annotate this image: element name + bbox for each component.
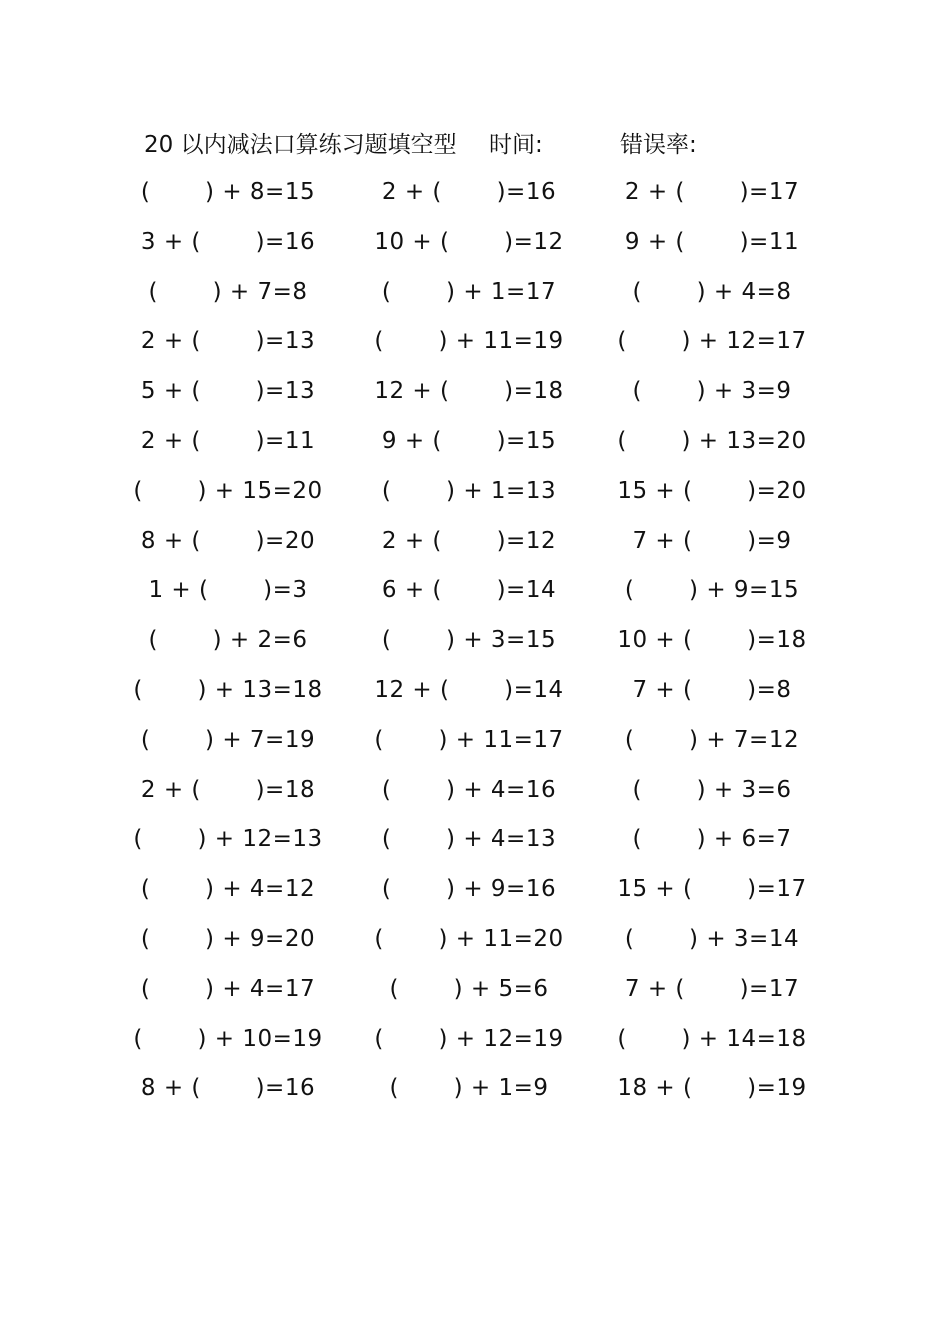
- problem-item: ( ) + 4=16: [381, 776, 557, 803]
- problem-row: [0, 523, 950, 573]
- problem-item: ( ) + 7=19: [140, 726, 316, 753]
- problem-item: ( ) + 1=13: [381, 477, 557, 504]
- problem-item: 2 + ( )=18: [140, 776, 316, 803]
- problem-item: ( ) + 15=20: [133, 477, 323, 504]
- problem-item: ( ) + 7=8: [148, 278, 308, 305]
- problem-item: ( ) + 3=15: [381, 627, 557, 654]
- problem-row: [0, 871, 950, 921]
- problem-item: ( ) + 11=17: [374, 726, 564, 753]
- problem-item: ( ) + 12=13: [133, 826, 323, 853]
- problem-item: ( ) + 4=17: [140, 975, 316, 1002]
- problem-item: ( ) + 3=6: [632, 776, 792, 803]
- problem-row: [0, 772, 950, 822]
- problem-row: [0, 921, 950, 971]
- problem-item: 15 + ( )=17: [617, 876, 807, 903]
- problem-item: ( ) + 11=19: [374, 328, 564, 355]
- problem-item: ( ) + 12=19: [374, 1025, 564, 1052]
- problem-item: ( ) + 7=12: [624, 726, 800, 753]
- problem-item: 10 + ( )=18: [617, 627, 807, 654]
- problem-item: ( ) + 4=12: [140, 876, 316, 903]
- problem-item: 18 + ( )=19: [617, 1075, 807, 1102]
- problem-item: ( ) + 12=17: [617, 328, 807, 355]
- problem-row: [0, 274, 950, 324]
- problem-row: [0, 174, 950, 224]
- problem-item: 12 + ( )=18: [374, 378, 564, 405]
- problem-row: [0, 1070, 950, 1120]
- problem-item: 3 + ( )=16: [140, 228, 316, 255]
- problem-item: 9 + ( )=11: [624, 228, 800, 255]
- problem-item: ( ) + 3=14: [624, 925, 800, 952]
- problem-item: ( ) + 1=9: [389, 1075, 549, 1102]
- problem-item: 7 + ( )=8: [632, 676, 792, 703]
- problem-item: 2 + ( )=12: [381, 527, 557, 554]
- problem-row: [0, 722, 950, 772]
- problem-item: ( ) + 9=20: [140, 925, 316, 952]
- problem-row: [0, 373, 950, 423]
- problem-item: ( ) + 9=15: [624, 577, 800, 604]
- problem-row: [0, 821, 950, 871]
- problem-item: ( ) + 14=18: [617, 1025, 807, 1052]
- problem-item: ( ) + 10=19: [133, 1025, 323, 1052]
- problem-row: [0, 224, 950, 274]
- problem-item: 10 + ( )=12: [374, 228, 564, 255]
- problem-item: ( ) + 13=18: [133, 676, 323, 703]
- problem-item: 5 + ( )=13: [140, 378, 316, 405]
- problem-item: 2 + ( )=16: [381, 179, 557, 205]
- time-label: 时间:: [489, 132, 543, 158]
- problem-item: ( ) + 8=15: [140, 179, 316, 205]
- problem-item: 2 + ( )=11: [140, 427, 316, 454]
- problem-item: 9 + ( )=15: [381, 427, 557, 454]
- problem-item: ( ) + 1=17: [381, 278, 557, 305]
- problem-item: 15 + ( )=20: [617, 477, 807, 504]
- problem-item: ( ) + 3=9: [632, 378, 792, 405]
- worksheet-title: 20 以内减法口算练习题填空型: [144, 132, 457, 158]
- problem-item: 2 + ( )=17: [624, 179, 800, 205]
- problem-item: 1 + ( )=3: [148, 577, 308, 604]
- problem-item: 2 + ( )=13: [140, 328, 316, 355]
- problem-item: ( ) + 11=20: [374, 925, 564, 952]
- error-rate-label: 错误率:: [620, 132, 697, 158]
- problem-item: 7 + ( )=9: [632, 527, 792, 554]
- problem-row: [0, 323, 950, 373]
- problem-row: [0, 672, 950, 722]
- problem-row: [0, 622, 950, 672]
- problem-item: 7 + ( )=17: [624, 975, 800, 1002]
- problem-row: [0, 473, 950, 523]
- problem-item: 6 + ( )=14: [381, 577, 557, 604]
- problem-item: 8 + ( )=16: [140, 1075, 316, 1102]
- problem-item: ( ) + 4=8: [632, 278, 792, 305]
- problem-item: 12 + ( )=14: [374, 676, 564, 703]
- problem-item: ( ) + 6=7: [632, 826, 792, 853]
- problem-item: ( ) + 2=6: [148, 627, 308, 654]
- problem-item: ( ) + 4=13: [381, 826, 557, 853]
- problem-row: [0, 971, 950, 1021]
- problem-row: [0, 423, 950, 473]
- problem-item: ( ) + 5=6: [389, 975, 549, 1002]
- problem-item: 8 + ( )=20: [140, 527, 316, 554]
- problem-item: ( ) + 9=16: [381, 876, 557, 903]
- problem-row: [0, 1021, 950, 1071]
- problem-item: ( ) + 13=20: [617, 427, 807, 454]
- problem-grid: [0, 174, 950, 1120]
- problem-row: [0, 572, 950, 622]
